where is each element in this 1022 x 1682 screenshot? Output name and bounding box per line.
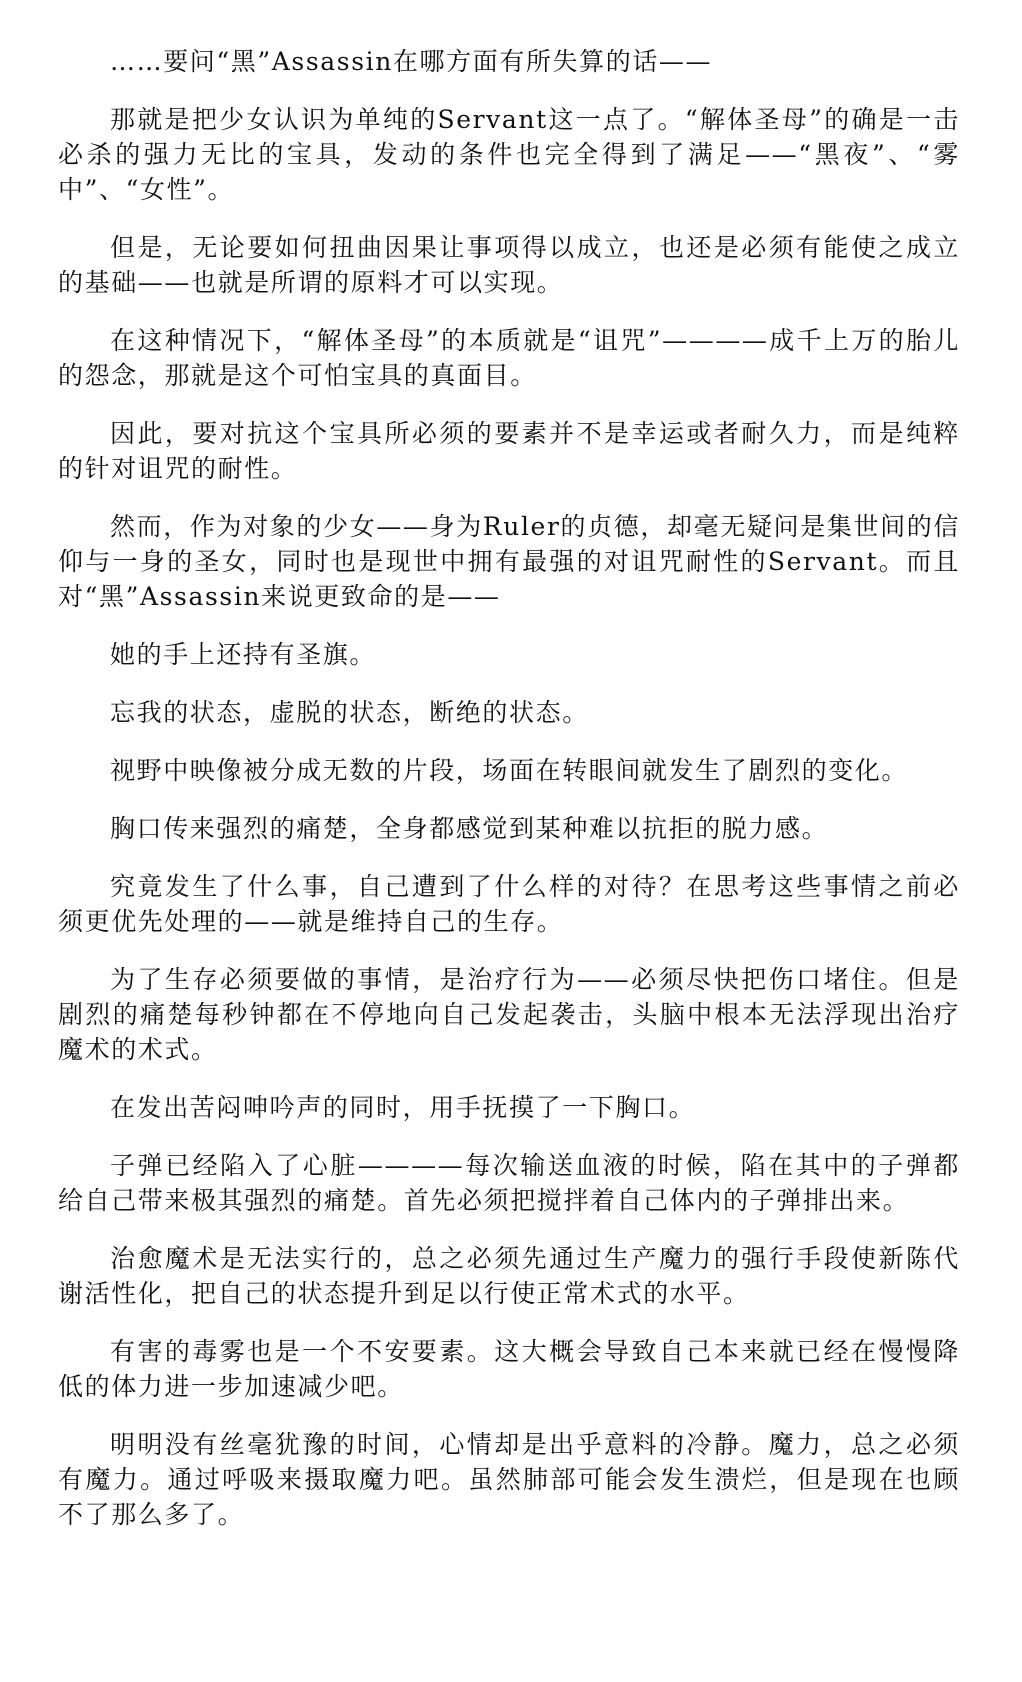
paragraph: 明明没有丝毫犹豫的时间，心情却是出乎意料的冷静。魔力，总之必须有魔力。通过呼吸来摄取魔力吧。虽然肺部可能会发生溃烂，但是现在也顾不了那么多了。	[58, 1430, 960, 1529]
paragraph: 视野中映像被分成无数的片段，场面在转眼间就发生了剧烈的变化。	[110, 756, 909, 785]
paragraph: 为了生存必须要做的事情，是治疗行为——必须尽快把伤口堵住。但是剧烈的痛楚每秒钟都在不停地向自己发起袭击，头脑中根本无法浮现出治疗魔术的术式。	[58, 965, 960, 1064]
paragraph: 然而，作为对象的少女——身为Ruler的贞德，却毫无疑问是集世间的信仰与一身的圣女，同时也是现世中拥有最强的对诅咒耐性的Servant。而且对“黑”Assassin来说更致命的是——	[58, 512, 960, 611]
paragraph: 忘我的状态，虚脱的状态，断绝的状态。	[110, 698, 589, 727]
paragraph: 究竟发生了什么事，自己遭到了什么样的对待？在思考这些事情之前必须更优先处理的——就是维持自己的生存。	[58, 872, 960, 936]
paragraph: 那就是把少女认识为单纯的Servant这一点了。“解体圣母”的确是一击必杀的强力无比的宝具，发动的条件也完全得到了满足——“黑夜”、“雾中”、“女性”。	[58, 105, 960, 204]
document-page	[58, 44, 960, 1555]
paragraph: 子弹已经陷入了心脏————每次输送血液的时候，陷在其中的子弹都给自己带来极其强烈的痛楚。首先必须把搅拌着自己体内的子弹排出来。	[58, 1151, 960, 1215]
paragraph: 在这种情况下，“解体圣母”的本质就是“诅咒”————成千上万的胎儿的怨念，那就是这个可怕宝具的真面目。	[58, 326, 960, 390]
paragraph: 因此，要对抗这个宝具所必须的要素并不是幸运或者耐久力，而是纯粹的针对诅咒的耐性。	[58, 419, 960, 483]
paragraph: 她的手上还持有圣旗。	[110, 640, 377, 669]
paragraph: 但是，无论要如何扭曲因果让事项得以成立，也还是必须有能使之成立的基础——也就是所谓的原料才可以实现。	[58, 233, 960, 297]
paragraph: 有害的毒雾也是一个不安要素。这大概会导致自己本来就已经在慢慢降低的体力进一步加速减少吧。	[58, 1337, 960, 1401]
paragraph: 治愈魔术是无法实行的，总之必须先通过生产魔力的强行手段使新陈代谢活性化，把自己的状态提升到足以行使正常术式的水平。	[58, 1244, 960, 1308]
paragraph: 在发出苦闷呻吟声的同时，用手抚摸了一下胸口。	[110, 1093, 696, 1122]
paragraph: ……要问“黑”Assassin在哪方面有所失算的话——	[110, 47, 713, 76]
paragraph: 胸口传来强烈的痛楚，全身都感觉到某种难以抗拒的脱力感。	[110, 814, 829, 843]
